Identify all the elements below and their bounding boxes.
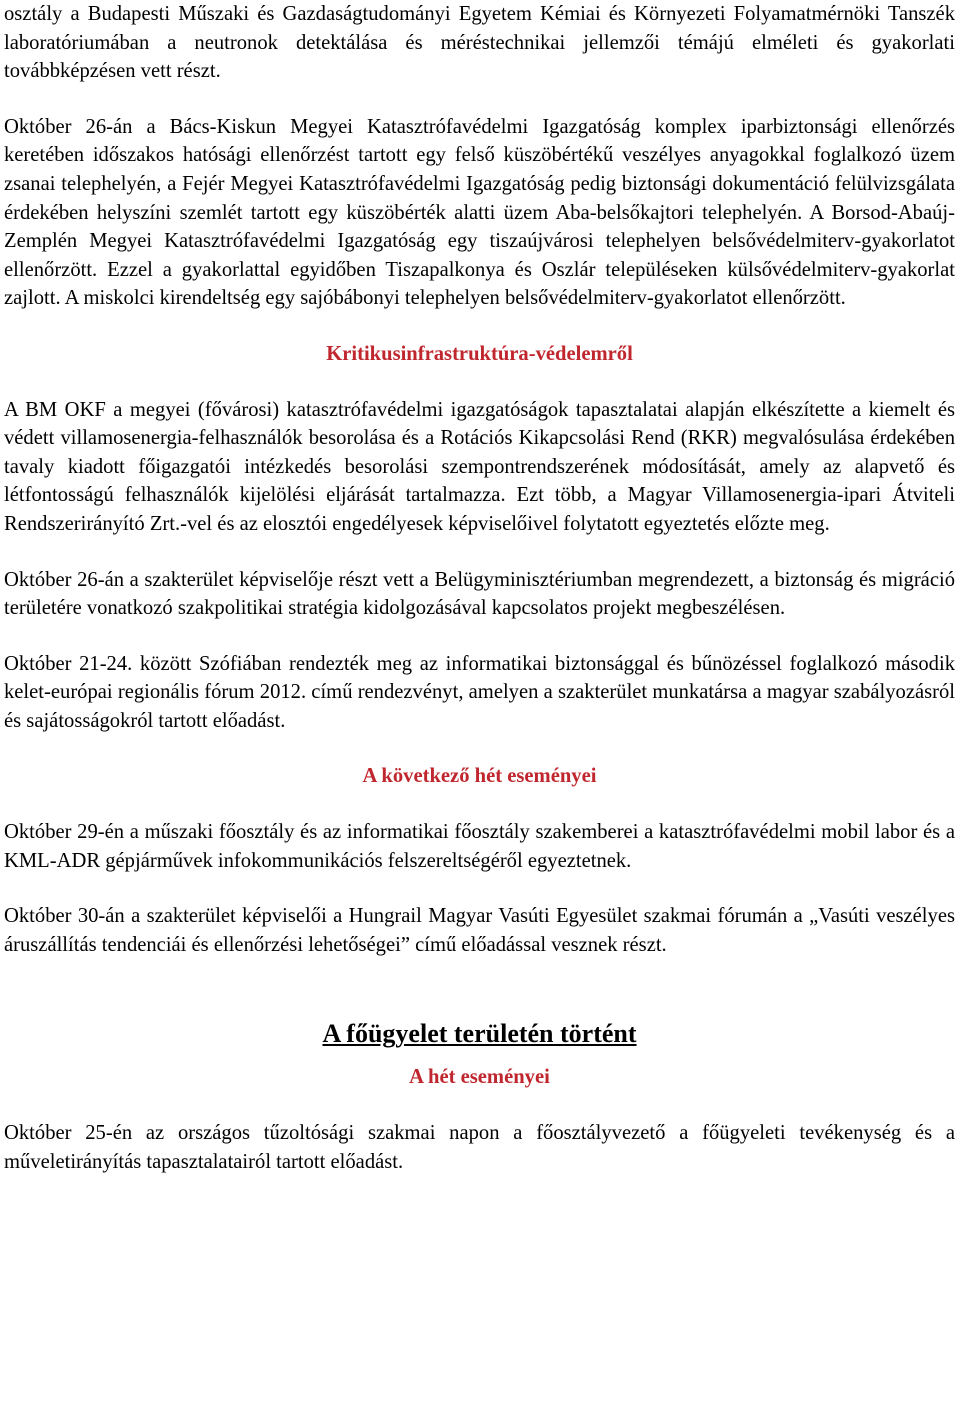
spacer (4, 623, 955, 650)
spacer (4, 86, 955, 113)
spacer (4, 313, 955, 340)
paragraph-bm-okf: A BM OKF a megyei (fővárosi) katasztrófavédelmi igazgatóságok tapasztalatai alapján elkészítette a kiemelt és védett villamosenergia-felhasználók besorolása és a Rotációs Kikapcsolási Rend (RKR) megvalósulása érdekében tavaly kiadott főigazgatói intézkedés besorolási szempontrendszerének módosítását, amely az alapvető és létfontosságú felhasználók kijelölési eljárását tartalmazza. Ezt több, a Magyar Villamosenergia-ipari Átviteli Rendszerirányító Zrt.-vel és az elosztói engedélyesek képviselőivel folytatott egyeztetés előzte meg. (4, 398, 955, 535)
spacer (4, 791, 955, 818)
spacer (4, 1051, 955, 1063)
spacer (4, 875, 955, 902)
spacer (4, 959, 955, 1017)
spacer (4, 369, 955, 396)
main-section-title: A főügyelet területén történt (322, 1019, 637, 1049)
spacer (4, 1092, 955, 1119)
paragraph-intro: osztály a Budapesti Műszaki és Gazdaságtudományi Egyetem Kémiai és Környezeti Folyamatmérnöki Tanszék laboratóriumában a neutronok detektálása és méréstechnikai jellemzői témájú elméleti és gyakorlati továbbképzésen vett részt. (4, 3, 955, 83)
heading-critical-infrastructure: Kritikusinfrastruktúra-védelemről (326, 342, 633, 365)
spacer (4, 539, 955, 566)
heading-week-events: A hét eseményei (409, 1066, 550, 1089)
paragraph-oct29: Október 29-én a műszaki főosztály és az informatikai főosztály szakemberei a katasztrófavédelmi mobil labor és a KML-ADR gépjárművek infokommunikációs felszereltségéről egyeztetnek. (4, 821, 955, 872)
spacer (4, 735, 955, 762)
heading-next-week-events: A következő hét eseményei (362, 765, 597, 788)
paragraph-oct26-bacs-kiskun: Október 26-án a Bács-Kiskun Megyei Katasztrófavédelmi Igazgatóság komplex iparbiztonsági ellenőrzés keretében időszakos hatósági ellenőrzést tartott egy felső küszöbértékű veszélyes anyagokkal foglalkozó üzem zsanai telephelyén, a Fejér Megyei Katasztrófavédelmi Igazgatóság pedig biztonsági dokumentáció felülvizsgálata érdekében helyszíni szemlét tartott egy küszöbérték alatti üzem Aba-belsőkajtori telephelyén. A Borsod-Abaúj-Zemplén Megyei Katasztrófavédelmi Igazgatóság egy tiszaújvárosi telephelyen belsővédelmiterv-gyakorlatot ellenőrzött. Ezzel a gyakorlattal egyidőben Tiszapalkonya és Oszlár településeken külsővédelmiterv-gyakorlat zajlott. A miskolci kirendeltség egy sajóbábonyi telephelyen belsővédelmiterv-gyakorlatot ellenőrzött. (4, 115, 955, 310)
paragraph-oct25: Október 25-én az országos tűzoltósági szakmai napon a főosztályvezető a főügyeleti tevékenység és a műveletirányítás tapasztalatairól tartott előadást. (4, 1122, 955, 1173)
paragraph-oct26-ministry: Október 26-án a szakterület képviselője részt vett a Belügyminisztériumban megrendezett, a biztonság és migráció területére vonatkozó szakpolitikai stratégia kidolgozásával kapcsolatos projekt megbeszélésen. (4, 568, 955, 620)
paragraph-oct21-sofia: Október 21-24. között Szófiában rendezték meg az informatikai biztonsággal és bűnözéssel foglalkozó második kelet-európai regionális fórum 2012. című rendezvényt, amelyen a szakterület munkatársa a magyar szabályozásról és sajátosságokról tartott előadást. (4, 652, 955, 732)
paragraph-oct30: Október 30-án a szakterület képviselői a Hungrail Magyar Vasúti Egyesület szakmai fórumán a „Vasúti veszélyes áruszállítás tendenciái és ellenőrzési lehetőségei” című előadással vesznek részt. (4, 905, 955, 956)
